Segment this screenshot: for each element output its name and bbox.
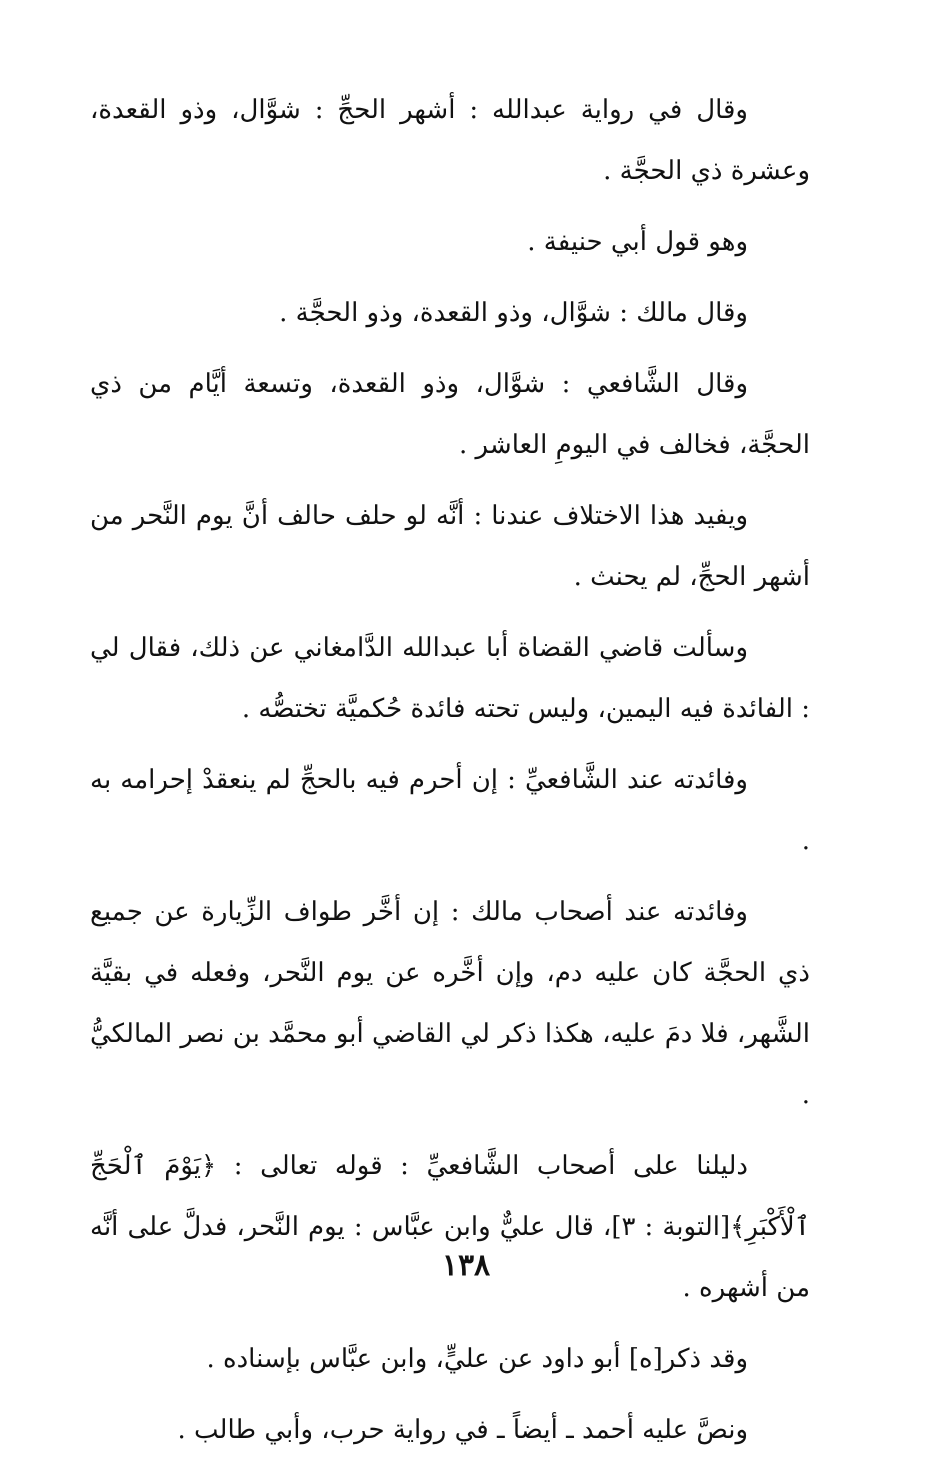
paragraph: وفائدته عند الشَّافعيِّ : إن أحرم فيه بالحجِّ لم ينعقدْ إحرامه به . <box>90 765 810 856</box>
paragraph: وفائدته عند أصحاب مالك : إن أخَّر طواف الزِّيارة عن جميع ذي الحجَّة كان عليه دم، وإن أخَّره عن يوم النَّحر، وفعله في بقيَّة الشَّهر، فلا دمَ عليه، هكذا ذكر لي القاضي أبو محمَّد بن نصر المالكيُّ . <box>90 897 810 1110</box>
page-number: ١٣٨ <box>441 1248 491 1283</box>
paragraph: وقال في رواية عبدالله : أشهر الحجِّ : شوَّال، وذو القعدة، وعشرة ذي الحجَّة . <box>90 95 810 186</box>
paragraph: وهو قول أبي حنيفة . <box>527 227 748 257</box>
paragraph: ويفيد هذا الاختلاف عندنا : أنَّه لو حلف حالف أنَّ يوم النَّحر من أشهر الحجِّ، لم يحنث . <box>90 501 810 592</box>
paragraph: وقد ذكر[ه] أبو داود عن عليٍّ، وابن عبَّاس بإسناده . <box>206 1344 748 1374</box>
paragraph: وقال الشَّافعي : شوَّال، وذو القعدة، وتسعة أيَّام من ذي الحجَّة، فخالف في اليومِ العاشر . <box>90 369 810 460</box>
paragraph: وقال مالك : شوَّال، وذو القعدة، وذو الحجَّة . <box>279 298 748 328</box>
paragraph: ونصَّ عليه أحمد ـ أيضاً ـ في رواية حرب، وأبي طالب . <box>177 1415 748 1445</box>
paragraph: دليلنا على أصحاب الشَّافعيِّ : قوله تعالى : ﴿يَوْمَ ٱلْحَجِّ ٱلْأَكْبَرِ﴾[التوبة : ٣]، قال عليٌّ وابن عبَّاس : يوم النَّحر، فدلَّ على أنَّه من أشهره . <box>90 1151 810 1303</box>
paragraph: وسألت قاضي القضاة أبا عبدالله الدَّامغاني عن ذلك، فقال لي : الفائدة فيه اليمين، وليس تحته فائدة حُكميَّة تختصُّه . <box>90 633 810 724</box>
